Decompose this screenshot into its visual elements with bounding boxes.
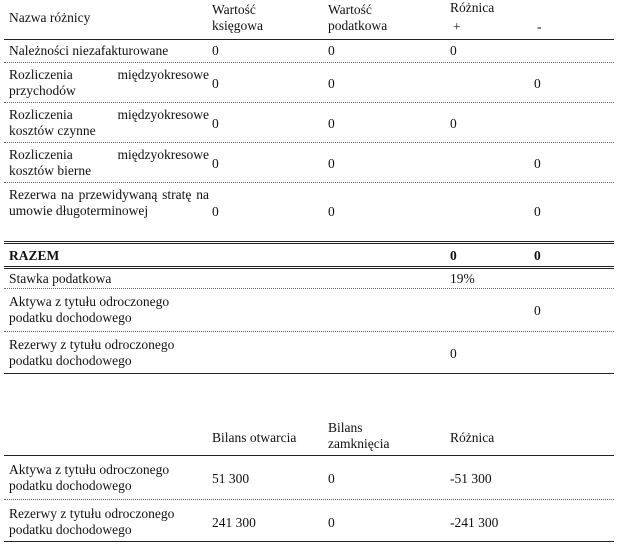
- header-name: Nazwa różnicy: [9, 10, 91, 25]
- header-opening-balance: Bilans otwarcia: [212, 430, 297, 445]
- table-row: [4, 143, 614, 183]
- row-closing: 0: [328, 515, 335, 530]
- header-closing-balance: Bilans zamknięcia: [328, 420, 390, 451]
- asset-label: Aktywa z tytułu odroczonego podatku dochodowego: [9, 294, 170, 325]
- table-row: [4, 183, 614, 244]
- tax-rate-value: 19%: [450, 271, 475, 286]
- row-name: Rozliczenia międzyokresowe kosztów czynne: [9, 107, 209, 138]
- row-name: Rezerwy z tytułu odroczonego podatku dochodowego: [9, 506, 175, 537]
- row-difference: -241 300: [450, 515, 499, 530]
- row-plus: 0: [450, 116, 457, 131]
- row-difference: -51 300: [450, 471, 492, 486]
- row-book-value: 0: [212, 43, 219, 58]
- row-name: Rozliczenia międzyokresowe przychodów: [9, 67, 209, 98]
- header-plus: +: [453, 19, 461, 34]
- row-opening: 51 300: [212, 471, 250, 486]
- row-minus: 0: [534, 156, 541, 171]
- row-tax-value: 0: [328, 43, 335, 58]
- tax-rate-row: [4, 269, 614, 289]
- row-book-value: 0: [212, 204, 219, 219]
- total-label: RAZEM: [9, 248, 60, 263]
- row-minus: 0: [534, 76, 541, 91]
- table-row: [4, 500, 614, 542]
- table-row: [4, 103, 614, 143]
- table-header-row: [4, 418, 614, 456]
- row-tax-value: 0: [328, 156, 335, 171]
- header-difference: Różnica: [450, 0, 495, 15]
- row-plus: 0: [450, 43, 457, 58]
- table-row: [4, 456, 614, 500]
- row-tax-value: 0: [328, 76, 335, 91]
- total-row: [4, 244, 614, 269]
- deferred-tax-asset-row: [4, 289, 614, 332]
- row-name: Należności niezafakturowane: [9, 43, 169, 58]
- row-closing: 0: [328, 471, 335, 486]
- reserve-label: Rezerwy z tytułu odroczonego podatku dochodowego: [9, 337, 175, 368]
- deferred-tax-differences-table: [4, 0, 614, 374]
- row-book-value: 0: [212, 156, 219, 171]
- balance-sheet-table: [4, 418, 614, 542]
- row-book-value: 0: [212, 76, 219, 91]
- tax-rate-label: Stawka podatkowa: [9, 271, 112, 286]
- row-tax-value: 0: [328, 116, 335, 131]
- reserve-plus: 0: [450, 346, 457, 361]
- row-book-value: 0: [212, 116, 219, 131]
- deferred-tax-reserve-row: [4, 332, 614, 374]
- header-book-value: Wartość księgowa: [212, 2, 263, 33]
- total-plus: 0: [450, 248, 457, 263]
- header-minus: -: [537, 19, 542, 34]
- row-opening: 241 300: [212, 515, 256, 530]
- table-row: [4, 40, 614, 63]
- header-tax-value: Wartość podatkowa: [328, 2, 388, 33]
- asset-minus: 0: [534, 303, 541, 318]
- table-header-row: [4, 0, 614, 40]
- row-tax-value: 0: [328, 204, 335, 219]
- total-minus: 0: [534, 248, 541, 263]
- row-name: Aktywa z tytułu odroczonego podatku dochodowego: [9, 462, 170, 493]
- header-difference: Różnica: [450, 430, 495, 445]
- row-minus: 0: [534, 204, 541, 219]
- row-name: Rezerwa na przewidywaną stratę na umowie długoterminowej: [9, 187, 209, 218]
- table-row: [4, 63, 614, 103]
- row-name: Rozliczenia międzyokresowe kosztów bierne: [9, 147, 209, 178]
